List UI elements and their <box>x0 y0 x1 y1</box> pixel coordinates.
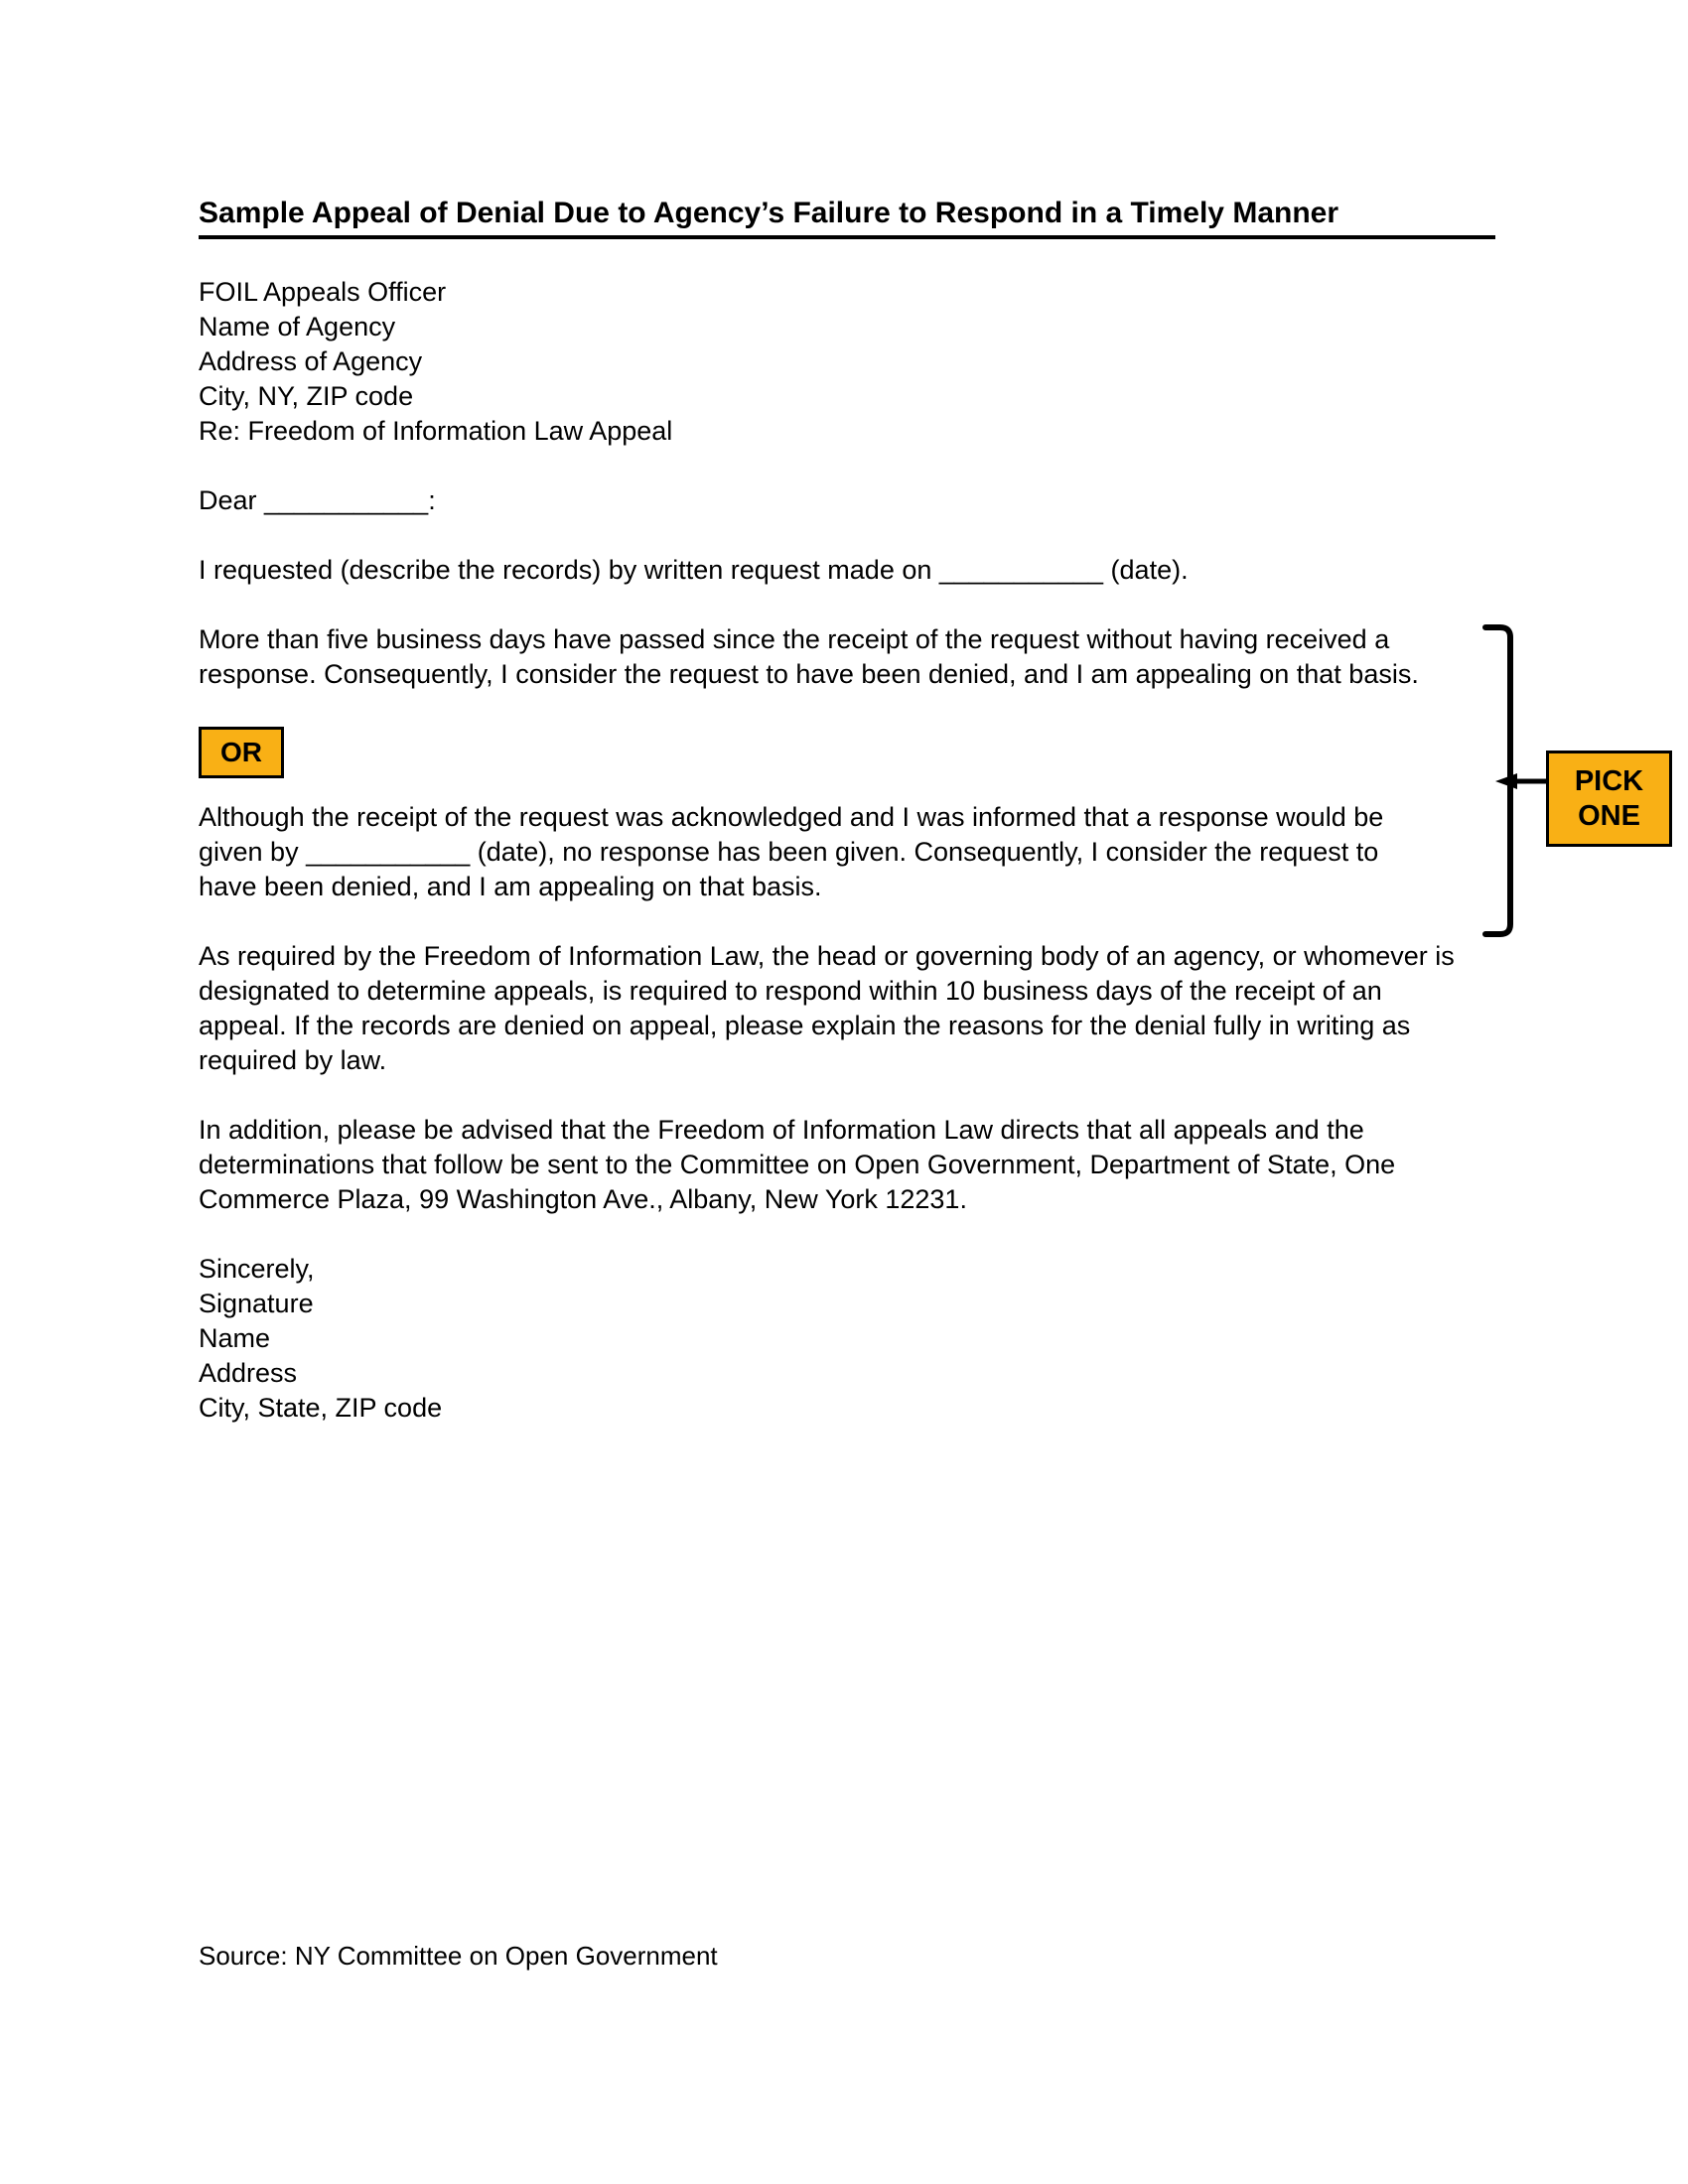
salutation: Dear ___________: <box>199 485 436 515</box>
pick-one-line: ONE <box>1578 799 1640 832</box>
paragraph-option-b: Although the receipt of the request was acknowledged and I was informed that a response would be given by ___________ (date), no response has been given. Consequently, I consider the request to have been denied, and I am appealing on that basis. <box>199 802 1384 901</box>
closing-word: Sincerely, <box>199 1254 315 1284</box>
source-note: Source: NY Committee on Open Government <box>199 1941 718 1971</box>
recipient-line: Name of Agency <box>199 312 396 341</box>
page-title: Sample Appeal of Denial Due to Agency’s Failure to Respond in a Timely Manner <box>199 197 1495 239</box>
recipient-line: FOIL Appeals Officer <box>199 277 447 307</box>
signature-block <box>199 1287 1460 1426</box>
signature-line: City, State, ZIP code <box>199 1393 443 1423</box>
paragraph-appeal-requirement: As required by the Freedom of Information Law, the head or governing body of an agency, or whomever is designated to determine appeals, is required to respond within 10 business days of the receipt of an appeal. If the records are denied on appeal, please explain the reasons for the denial fully in writing as required by law. <box>199 941 1455 1075</box>
paragraph-request: I requested (describe the records) by written request made on ___________ (date). <box>199 555 1189 585</box>
recipient-block <box>199 275 1460 449</box>
bracket-arrowhead-icon <box>1495 773 1517 789</box>
letter-body <box>199 197 1460 1426</box>
pick-one-line: PICK <box>1574 764 1644 797</box>
paragraph-committee-notice: In addition, please be advised that the Freedom of Information Law directs that all appeals and the determinations that follow be sent to the Committee on Open Government, Department of State, One Commerce Plaza, 99 Washington Ave., Albany, New York 12231. <box>199 1115 1396 1214</box>
pick-one-badge <box>1546 751 1672 847</box>
recipient-line: Address of Agency <box>199 346 423 376</box>
recipient-line: City, NY, ZIP code <box>199 381 414 411</box>
paragraph-option-a: More than five business days have passed since the receipt of the request without having received a response. Consequently, I consider the request to have been denied, and I am appealing on that basis. <box>199 624 1419 689</box>
signature-line: Name <box>199 1323 271 1353</box>
signature-line: Address <box>199 1358 298 1388</box>
or-badge: OR <box>199 727 284 778</box>
subject-line: Re: Freedom of Information Law Appeal <box>199 416 673 446</box>
signature-line: Signature <box>199 1289 314 1318</box>
